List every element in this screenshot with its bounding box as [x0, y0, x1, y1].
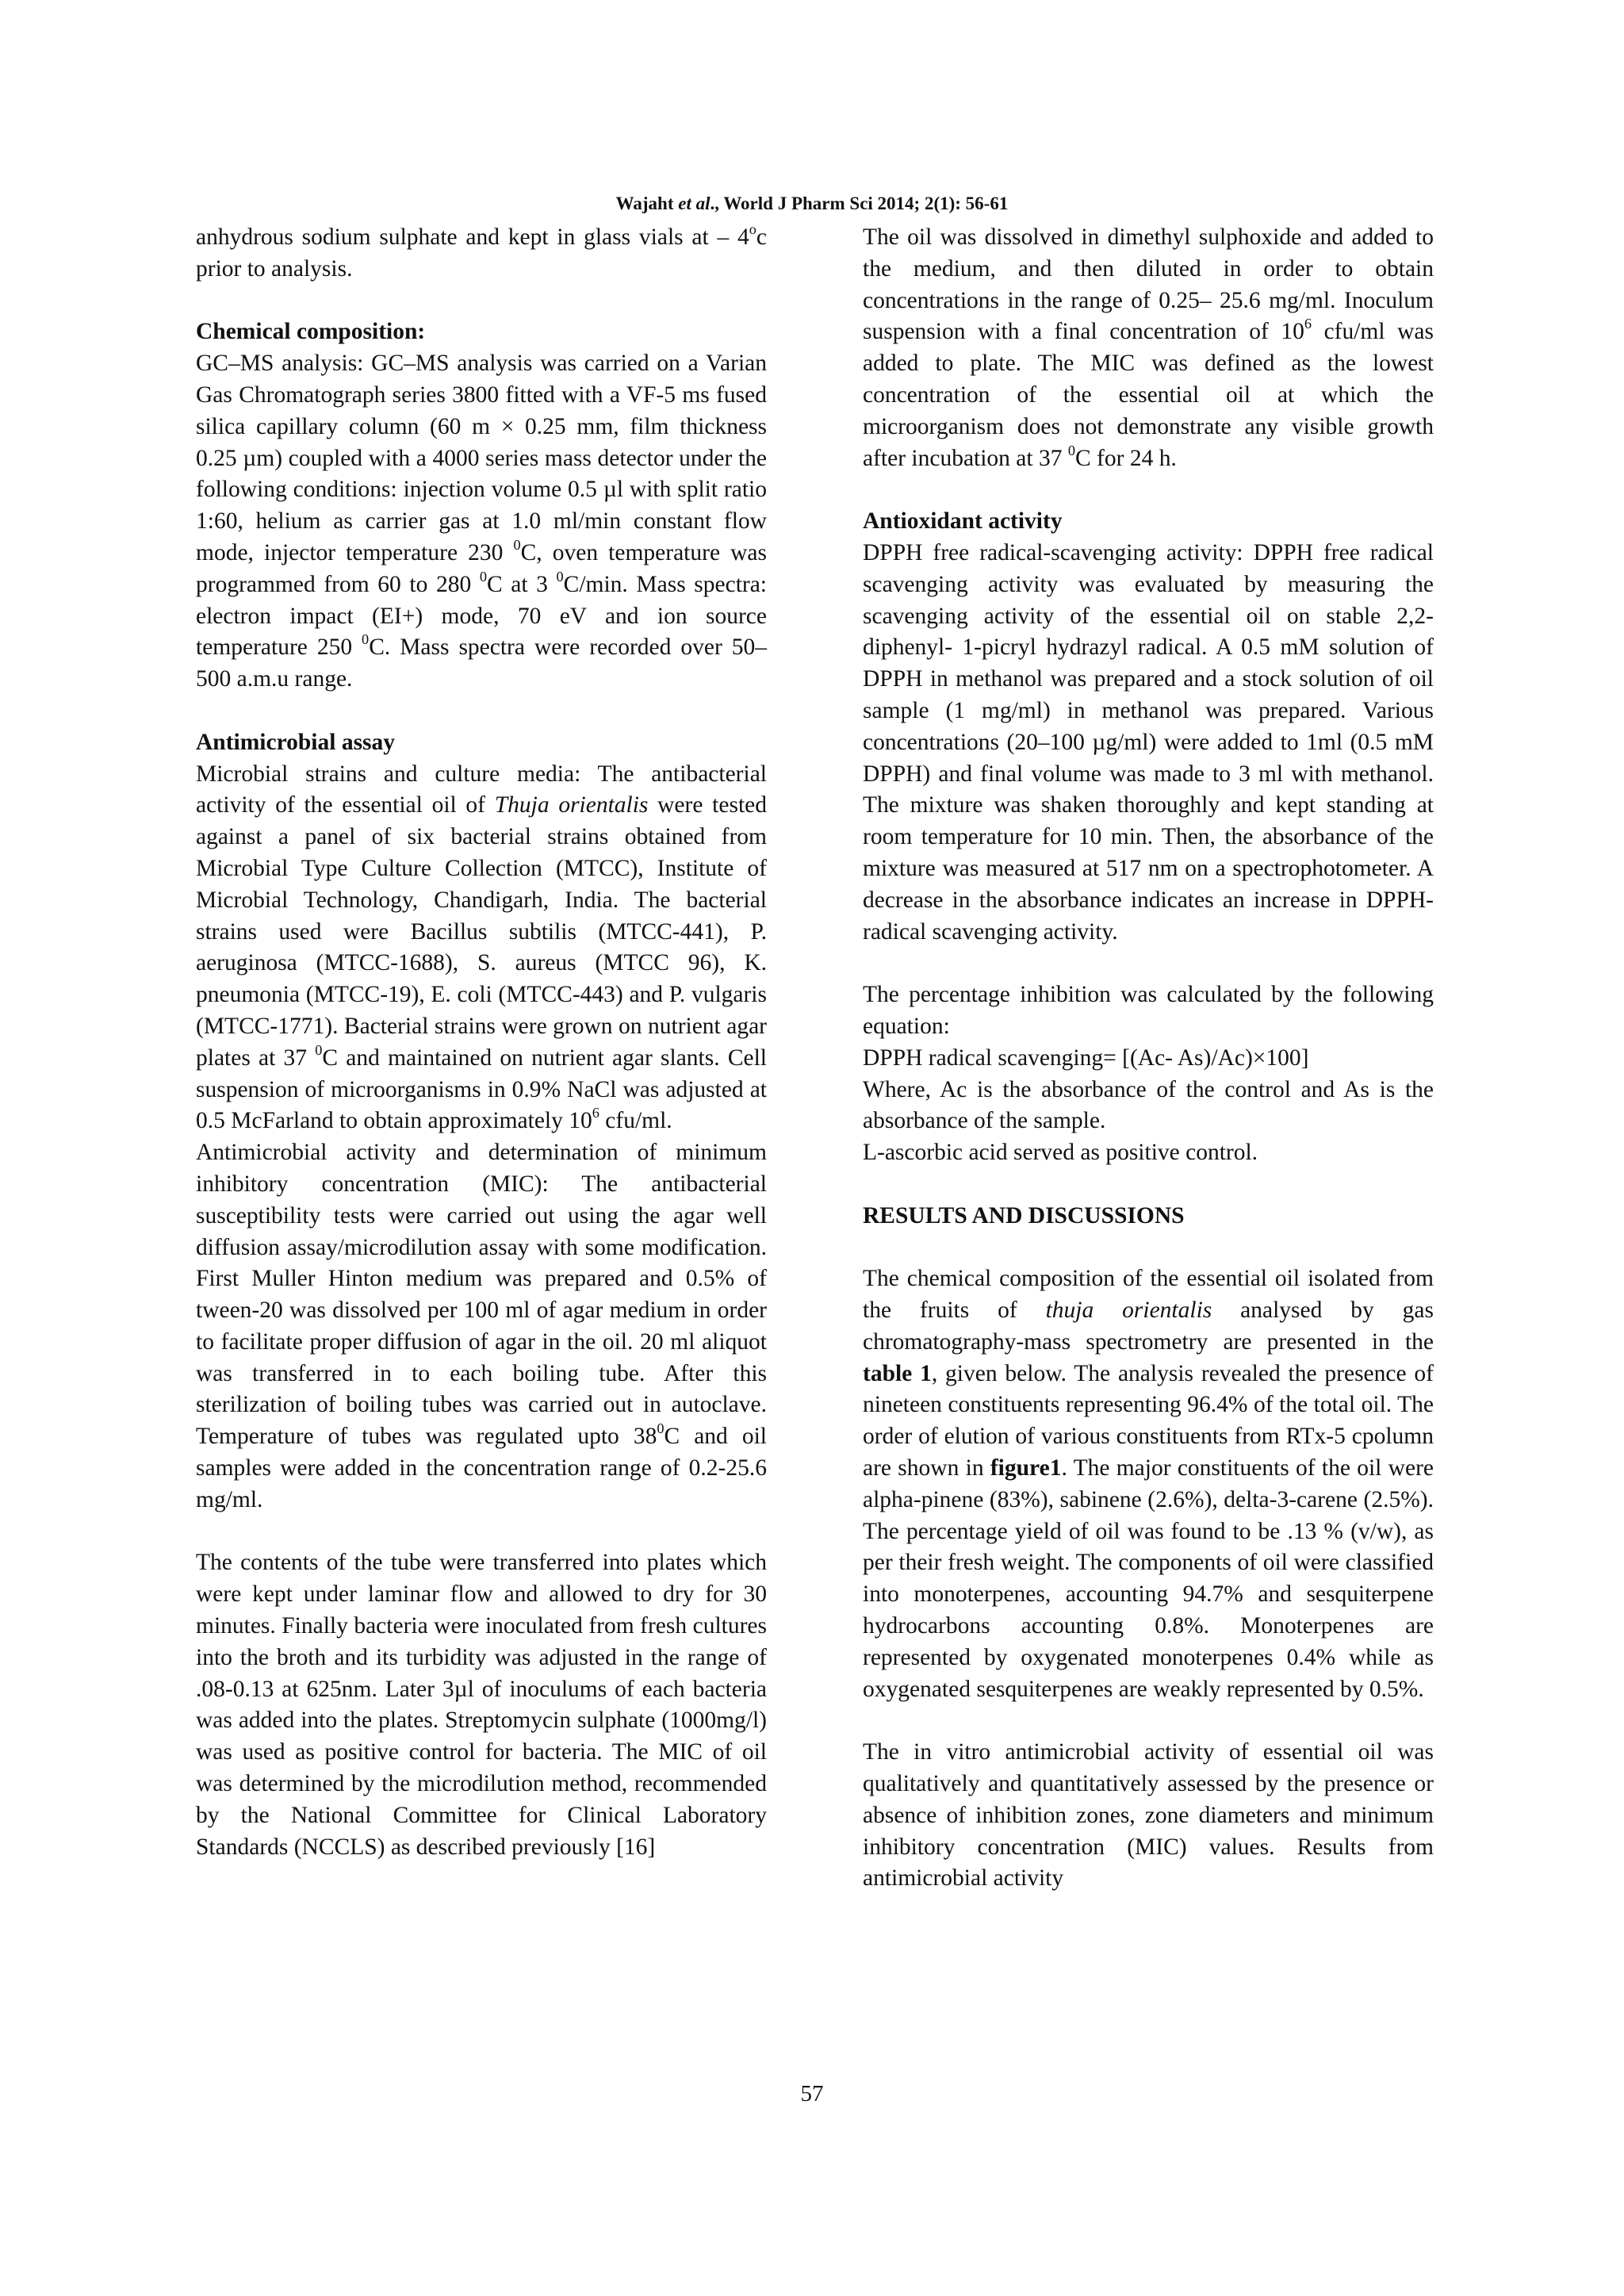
- running-header: [0, 194, 1624, 214]
- gcms-paragraph: GC–MS analysis: GC–MS analysis was carried on a Varian Gas Chromatograph series 3800 fitted with a VF-5 ms fused silica capillary column (60 m × 0.25 mm, film thickness 0.25 µm) coupled with a 4000 series mass detector under the following conditions: injection volume 0.5 µl with split ratio 1:60, helium as carrier gas at 1.0 ml/min constant flow mode, injector temperature 230 $^0$C, oven temperature was programmed from 60 to 280 $^0$C at 3 $^0$C/min. Mass spectra: electron impact (EI+) mode, 70 eV and ion source temperature 250 $^0$C. Mass spectra were recorded over 50–500 a.m.u range.: [196, 351, 768, 692]
- where-paragraph: Where, Ac is the absorbance of the control and As is the absorbance of the sample.: [863, 1076, 1434, 1134]
- equation: DPPH radical scavenging= [(Ac- As)/Ac)×100]: [863, 1045, 1309, 1071]
- tube-paragraph: The contents of the tube were transferred into plates which were kept under laminar flow and allowed to dry for 30 minutes. Finally bacteria were inoculated from fresh cultures into the broth and its turbidity was adjusted in the range of .08-0.13 at 625nm. Later 3µl of inoculums of each bacteria was added into the plates. Streptomycin sulphate (1000mg/l) was used as positive control for bacteria. The MIC of oil was determined by the microdilution method, recommended by the National Committee for Clinical Laboratory Standards (NCCLS) as described previously [16]: [196, 1550, 767, 1860]
- right-column: [863, 222, 1434, 1895]
- in-vitro-paragraph: The in vitro antimicrobial activity of essential oil was qualitatively and quantitatively assessed by the presence or absence of inhibition zones, zone diameters and minimum inhibitory concentration (MIC) values. Results from antimicrobial activity: [863, 1739, 1434, 1892]
- mic-paragraph: Antimicrobial activity and determination of minimum inhibitory concentration (MIC): The antibacterial susceptibility tests were carried out using the agar well diffusion assay/microdilution assay with some modification. First Muller Hinton medium was prepared and 0.5% of tween-20 was dissolved per 100 ml of agar medium in order to facilitate proper diffusion of agar in the oil. 20 ml aliquot was transferred in to each boiling tube. After this sterilization of boiling tubes was carried out in autoclave. Temperature of tubes was regulated upto $38^0C$ and oil samples were added in the concentration range of 0.2-25.6 mg/ml.: [196, 1140, 767, 1512]
- intro-paragraph: anhydrous sodium sulphate and kept in glass vials at – 4$^o$c prior to analysis.: [196, 221, 767, 282]
- microbial-strains-paragraph: Microbial strains and culture media: The antibacterial activity of the essential oil of Thuja orientalis were tested against a panel of six bacterial strains obtained from Microbial Type Culture Collection (MTCC), Institute of Microbial Technology, Chandigarh, India. The bacterial strains used were Bacillus subtilis (MTCC-441), P. aeruginosa (MTCC-1688), S. aureus (MTCC 96), K. pneumonia (MTCC-19), E. coli (MTCC-443) and P. vulgaris (MTCC-1771). Bacterial strains were grown on nutrient agar plates at 37 $^0$C and maintained on nutrient agar slants. Cell suspension of microorganisms in 0.9% NaCl was adjusted at 0.5 McFarland to obtain approximately $10^6$ cfu/ml.: [196, 761, 767, 1134]
- header-authors: Wajaht: [615, 194, 679, 213]
- heading-results-discussions: RESULTS AND DISCUSSIONS: [863, 1202, 1185, 1228]
- percentage-paragraph: The percentage inhibition was calculated by the following equation:: [863, 982, 1434, 1039]
- heading-antioxidant-activity: Antioxidant activity: [863, 508, 1063, 535]
- heading-chemical-composition: Chemical composition:: [196, 319, 426, 345]
- header-etal: et al: [678, 194, 710, 213]
- heading-antimicrobial-assay: Antimicrobial assay: [196, 729, 396, 755]
- header-citation: ., World J Pharm Sci 2014; 2(1): 56-61: [710, 194, 1009, 213]
- page-number: 57: [800, 2081, 824, 2106]
- dpph-paragraph: DPPH free radical-scavenging activity: DPPH free radical scavenging activity was evaluated by measuring the scavenging activity of the essential oil on stable 2,2-diphenyl- 1-picryl hydrazyl radical. A 0.5 mM solution of DPPH in methanol was prepared and a stock solution of oil sample (1 mg/ml) in methanol was prepared. Various concentrations (20–100 µg/ml) were added to 1ml (0.5 mM DPPH) and final volume was made to 3 ml with methanol. The mixture was shaken thoroughly and kept standing at room temperature for 10 min. Then, the absorbance of the mixture was measured at 517 nm on a spectrophotometer. A decrease in the absorbance indicates an increase in DPPH-radical scavenging activity.: [863, 539, 1434, 945]
- chemical-composition-results: The chemical composition of the essential oil isolated from the fruits of thuja orientalis analysed by gas chromatography-mass spectrometry are presented in the table 1, given below. The analysis revealed the presence of nineteen constituents representing 96.4% of the total oil. The order of elution of various constituents from RTx-5 cpolumn are shown in figure1. The major constituents of the oil were alpha-pinene (83%), sabinene (2.6%), delta-3-carene (2.5%). The percentage yield of oil was found to be .13 % (v/w), as per their fresh weight. The components of oil were classified into monoterpenes, accounting 94.7% and sesquiterpene hydrocarbons accounting 0.8%. Monoterpenes are represented by oxygenated monoterpenes 0.4% while as oxygenated sesquiterpenes are weakly represented by 0.5%.: [863, 1266, 1434, 1702]
- ascorbic-paragraph: L-ascorbic acid served as positive control.: [863, 1140, 1258, 1166]
- left-column: [196, 222, 767, 1863]
- oil-dilution-paragraph: The oil was dissolved in dimethyl sulphoxide and added to the medium, and then diluted in order to obtain concentrations in the range of 0.25– 25.6 mg/ml. Inoculum suspension with a final concentration of $10^6$ cfu/ml was added to plate. The MIC was defined as the lowest concentration of the essential oil at which the microorganism does not demonstrate any visible growth after incubation at 37 $^0$C for 24 h.: [863, 224, 1434, 471]
